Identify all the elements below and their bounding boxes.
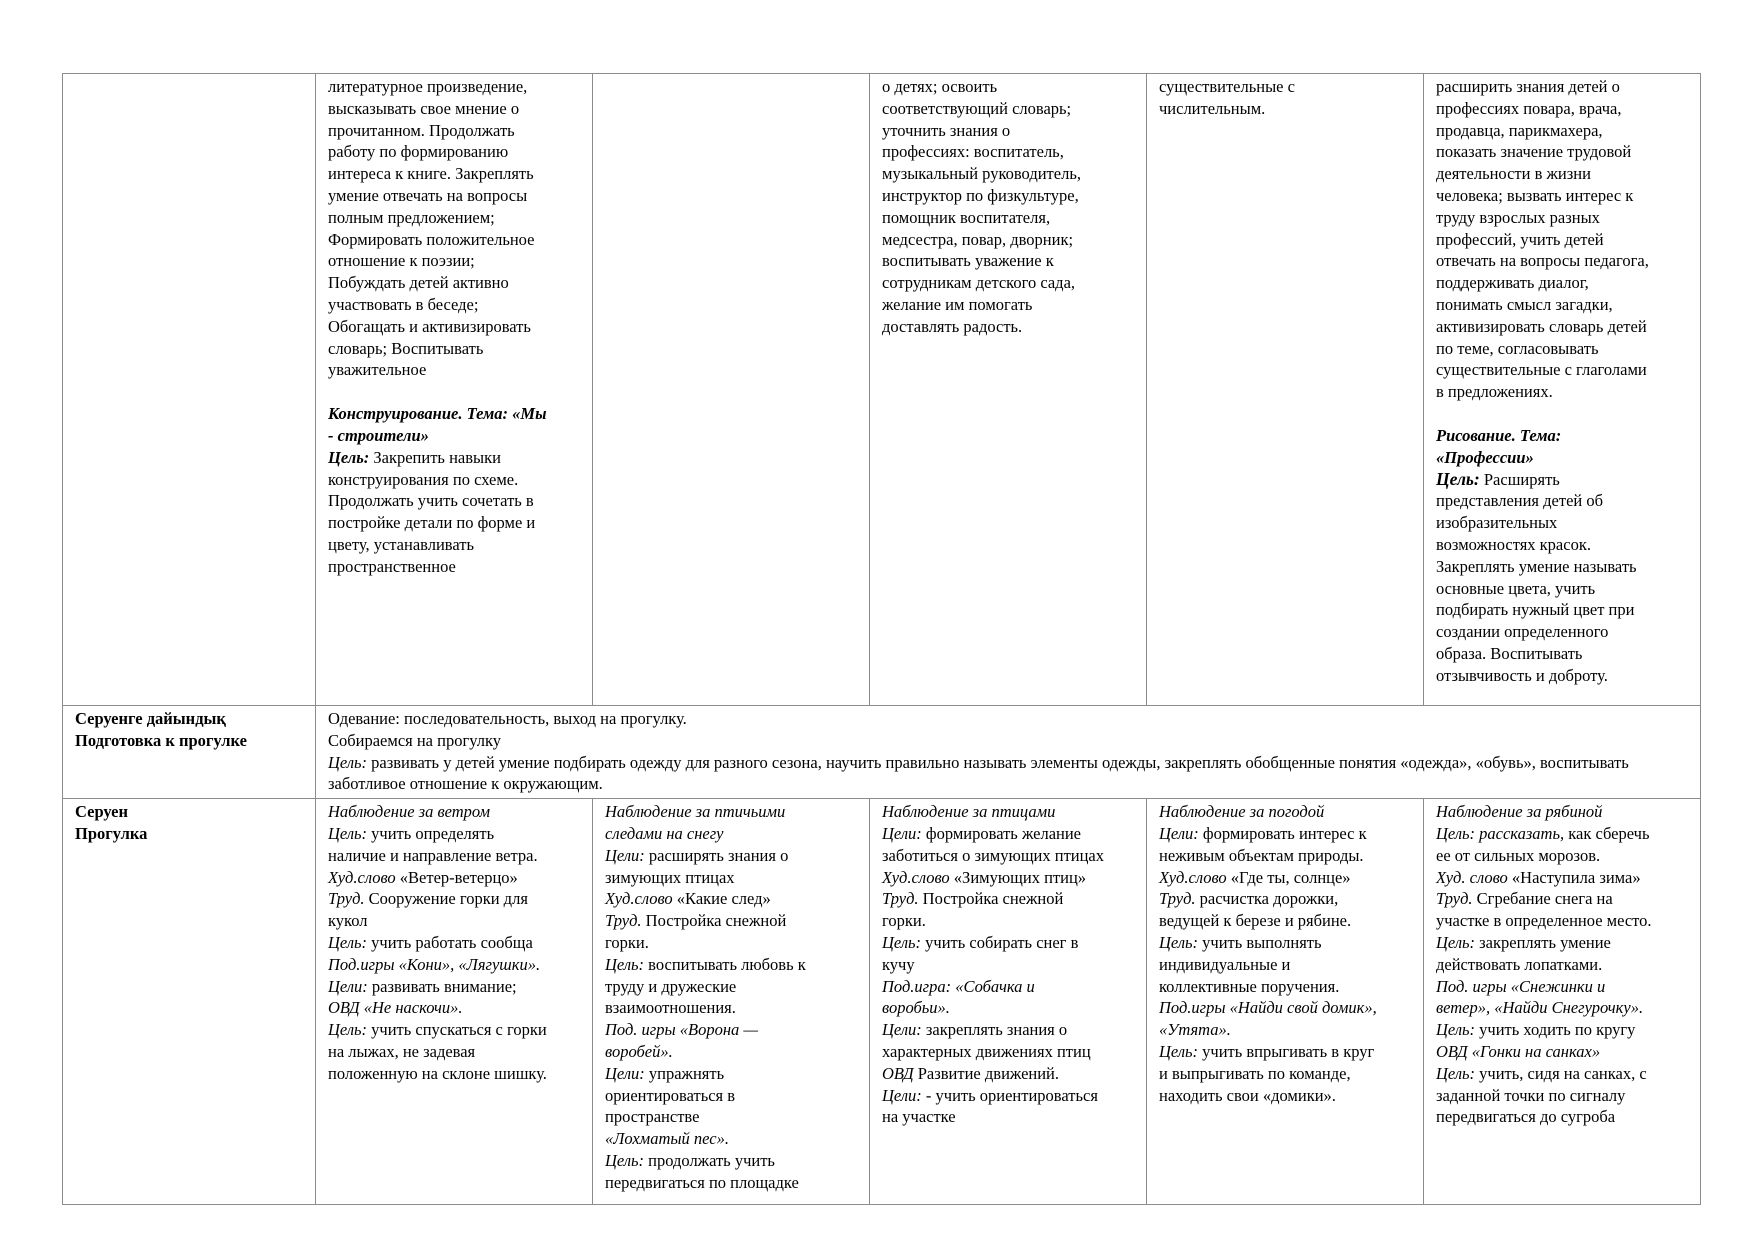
text-line: ориентироваться в (605, 1085, 736, 1105)
text-line: возможностях красок. (1436, 534, 1591, 554)
table-row-walk (63, 799, 1701, 1205)
text-line: Цель: воспитывать любовь к (605, 954, 806, 974)
text-line: кучу (882, 954, 915, 974)
text-line: действовать лопатками. (1436, 954, 1603, 974)
text-line: Цели: формировать желание (882, 823, 1081, 843)
text-line: Побуждать детей активно (328, 273, 509, 293)
text-line: «Профессии» (1436, 447, 1534, 467)
text-line: подбирать нужный цвет при (1436, 600, 1635, 620)
text-line: Труд. Сгребание снега на (1436, 889, 1613, 909)
text-line: труду и дружеские (605, 976, 737, 996)
text-line: на лыжах, не задевая (328, 1041, 476, 1061)
text-line: воробьи». (882, 998, 950, 1018)
text-line: Цели: - учить ориентироваться (882, 1085, 1098, 1105)
text-line: кукол (328, 911, 368, 931)
text-line: Закреплять умение называть (1436, 556, 1637, 576)
text-line: характерных движениях птиц (882, 1041, 1091, 1061)
row-label-cell (63, 74, 316, 706)
text-line: показать значение трудовой (1436, 142, 1632, 162)
text-line: Под.игры «Кони», «Лягушки». (328, 954, 541, 974)
text-line: полным предложением; (328, 207, 495, 227)
text-line: и выпрыгивать по команде, (1159, 1063, 1351, 1083)
text-line: Под.игра: «Собачка и (882, 976, 1035, 996)
text-line: создании определенного (1436, 622, 1609, 642)
text-line: воспитывать уважение к (882, 251, 1054, 271)
cell-walk-c2 (593, 799, 870, 1205)
text-line: находить свои «домики». (1159, 1085, 1336, 1105)
text-line: на участке (882, 1107, 956, 1127)
text-line: в предложениях. (1436, 382, 1553, 402)
text-line: отношение к поэзии; (328, 251, 475, 271)
text-line: существительные с глаголами (1436, 360, 1647, 380)
table-row-walk-prep (63, 706, 1701, 799)
cell-walk-c3 (870, 799, 1147, 1205)
text-line: уточнить знания о (882, 120, 1011, 140)
text-line: числительным. (1159, 98, 1266, 118)
text-line: по теме, согласовывать (1436, 338, 1599, 358)
text-line: Цели: упражнять (605, 1063, 725, 1083)
text-line: участвовать в беседе; (328, 294, 479, 314)
text-line: ее от сильных морозов. (1436, 845, 1601, 865)
text-line: «Лохматый пес». (605, 1129, 729, 1149)
text-line: помощник воспитателя, (882, 207, 1051, 227)
plan-table (62, 73, 1701, 1205)
text-line: активизировать словарь детей (1436, 316, 1647, 336)
cell-walk-prep: Одевание: последовательность, выход на прогулку. Собираемся на прогулку Цель: развивать у детей умение подбирать одежду для разного сезона, научить правильно называть элементы одежды, закреплять обобщенные понятия «одежда», «обувь», воспитывать заботливое отношение к окружающим. (316, 706, 1701, 799)
text-line: о детях; освоить (882, 77, 998, 96)
text-line: образа. Воспитывать (1436, 643, 1583, 663)
text-line: расширить знания детей о (1436, 77, 1620, 96)
text-line: индивидуальные и (1159, 954, 1291, 974)
text-line: Рисование. Тема: (1436, 425, 1562, 445)
text-line: Обогащать и активизировать (328, 316, 531, 336)
activity-goal: Цель: Закрепить навыки (328, 447, 501, 467)
text-line: Прогулка (75, 823, 148, 843)
text-line: ведущей к березе и рябине. (1159, 911, 1352, 931)
cell-walk-c1 (316, 799, 593, 1205)
text-line: заданной точки по сигналу (1436, 1085, 1626, 1105)
activity-goal: Цель: Расширять (1436, 468, 1560, 489)
text-line: отзывчивость и доброту. (1436, 665, 1608, 685)
text-line: зимующих птицах (605, 867, 735, 887)
cell-walk-c5 (1424, 799, 1701, 1205)
text-line: сотрудникам детского сада, (882, 273, 1076, 293)
text-line: ветер», «Найди Снегурочку». (1436, 998, 1644, 1018)
text-line: Худ.слово «Зимующих птиц» (882, 867, 1087, 887)
text-line: Труд. Сооружение горки для (328, 889, 528, 909)
text-line: Худ.слово «Где ты, солнце» (1159, 867, 1351, 887)
text-line: постройке детали по форме и (328, 513, 536, 533)
text-line: цвету, устанавливать (328, 534, 474, 554)
text-line: инструктор по физкультуре, (882, 185, 1079, 205)
text-line: доставлять радость. (882, 316, 1023, 336)
text-line: основные цвета, учить (1436, 578, 1596, 598)
text-line: конструирования по схеме. (328, 469, 519, 489)
text-line: Цель: учить спускаться с горки (328, 1020, 547, 1040)
text-line: наличие и направление ветра. (328, 845, 538, 865)
text-line: Цель: учить впрыгивать в круг (1159, 1041, 1375, 1061)
text-line: Под. игры «Снежинки и (1436, 976, 1606, 996)
text-line: следами на снегу (605, 823, 724, 843)
text-line: Конструирование. Тема: «Мы (328, 404, 547, 424)
text-line: Цель: продолжать учить (605, 1150, 775, 1170)
text-line: Подготовка к прогулке (75, 730, 247, 750)
text-line: Наблюдение за птичьими (605, 802, 786, 822)
text-line: отвечать на вопросы педагога, (1436, 251, 1649, 271)
activity-topic (1436, 425, 1690, 469)
text-line: представления детей об (1436, 491, 1603, 511)
text-line: пространстве (605, 1107, 700, 1127)
text-line: Цели: развивать внимание; (328, 976, 517, 996)
text-line: передвигаться до сугроба (1436, 1107, 1616, 1127)
text-line: существительные с (1159, 77, 1295, 96)
text-line: Продолжать учить сочетать в (328, 491, 534, 511)
text-line: Под.игры «Найди свой домик», (1159, 998, 1377, 1018)
cell-r1-c2 (593, 74, 870, 706)
text-line: «Утята». (1159, 1020, 1231, 1040)
text-line: Наблюдение за рябиной (1436, 802, 1603, 822)
text-line: - строители» (328, 425, 429, 445)
text-line: Цель: закреплять умение (1436, 932, 1611, 952)
text-line: Худ. слово «Наступила зима» (1436, 867, 1641, 887)
cell-walk-c4 (1147, 799, 1424, 1205)
text-line: ОВД «Не наскочи». (328, 998, 463, 1018)
text-line: Серуенге дайындық (75, 709, 226, 728)
text-line: Худ.слово «Ветер-ветерцо» (328, 867, 518, 887)
text-line: Наблюдение за погодой (1159, 802, 1325, 822)
text-line: горки. (882, 911, 926, 931)
text-line: Цель: учить собирать снег в (882, 932, 1079, 952)
text-line: продавца, парикмахера, (1436, 120, 1603, 140)
cell-r1-c3 (870, 74, 1147, 706)
text-line: Наблюдение за ветром (328, 802, 491, 822)
row-label-walk (63, 799, 316, 1205)
text-line: воробей». (605, 1041, 673, 1061)
text-line: медсестра, повар, дворник; (882, 229, 1074, 249)
text-line: работу по формированию (328, 142, 509, 162)
text-line: труду взрослых разных (1436, 207, 1600, 227)
text-line: желание им помогать (882, 294, 1033, 314)
text-line: Формировать положительное (328, 229, 535, 249)
text-line: ОВД «Гонки на санках» (1436, 1041, 1601, 1061)
text-line: Серуен (75, 802, 128, 822)
text-line: неживым объектам природы. (1159, 845, 1364, 865)
text-line: понимать смысл загадки, (1436, 294, 1613, 314)
text-line: изобразительных (1436, 513, 1558, 533)
text-line: интереса к книге. Закреплять (328, 164, 534, 184)
text-line: соответствующий словарь; (882, 98, 1072, 118)
text-line: заботиться о зимующих птицах (882, 845, 1105, 865)
text-line: профессиях: воспитатель, (882, 142, 1064, 162)
text-line: Цели: закреплять знания о (882, 1020, 1068, 1040)
text-line: пространственное (328, 556, 456, 576)
text-line: прочитанном. Продолжать (328, 120, 515, 140)
text-line: Цель: учить выполнять (1159, 932, 1322, 952)
text-line: участке в определенное место. (1436, 911, 1652, 931)
text-line: словарь; Воспитывать (328, 338, 484, 358)
text-line: Худ.слово «Какие след» (605, 889, 771, 909)
text-line: музыкальный руководитель, (882, 164, 1081, 184)
row-label-walk-prep (63, 706, 316, 799)
text-line: Труд. Постройка снежной (605, 911, 787, 931)
text-line: умение отвечать на вопросы (328, 185, 528, 205)
text-line: человека; вызвать интерес к (1436, 185, 1634, 205)
cell-r1-c5 (1424, 74, 1701, 706)
text-line: профессиях повара, врача, (1436, 98, 1622, 118)
text-line: литературное произведение, (328, 77, 528, 96)
text-line: положенную на склоне шишку. (328, 1063, 547, 1083)
text-line: Цели: формировать интерес к (1159, 823, 1367, 843)
text-line: Цель: учить ходить по кругу (1436, 1020, 1636, 1040)
text-line: Труд. Постройка снежной (882, 889, 1064, 909)
text-line: поддерживать диалог, (1436, 273, 1589, 293)
text-line: Цель: учить, сидя на санках, с (1436, 1063, 1647, 1083)
text-line: Цели: расширять знания о (605, 845, 789, 865)
text-line: уважительное (328, 360, 427, 380)
text-line: высказывать свое мнение о (328, 98, 520, 118)
text-line: горки. (605, 932, 649, 952)
text-line: Цель: рассказать, как сберечь (1436, 823, 1650, 843)
activity-topic (328, 403, 582, 447)
text-line: Цель: учить работать сообща (328, 932, 533, 952)
text-line: взаимоотношения. (605, 998, 736, 1018)
cell-r1-c1 (316, 74, 593, 706)
cell-r1-c4 (1147, 74, 1424, 706)
text-line: Наблюдение за птицами (882, 802, 1056, 822)
text-line: Под. игры «Ворона — (605, 1020, 759, 1040)
text-line: профессий, учить детей (1436, 229, 1604, 249)
text-line: Труд. расчистка дорожки, (1159, 889, 1339, 909)
text-line: ОВД Развитие движений. (882, 1063, 1060, 1083)
text-line: передвигаться по площадке (605, 1172, 799, 1192)
text-line: Цель: учить определять (328, 823, 495, 843)
table-row-activities (63, 74, 1701, 706)
text-line: деятельности в жизни (1436, 164, 1591, 184)
text-line: коллективные поручения. (1159, 976, 1340, 996)
